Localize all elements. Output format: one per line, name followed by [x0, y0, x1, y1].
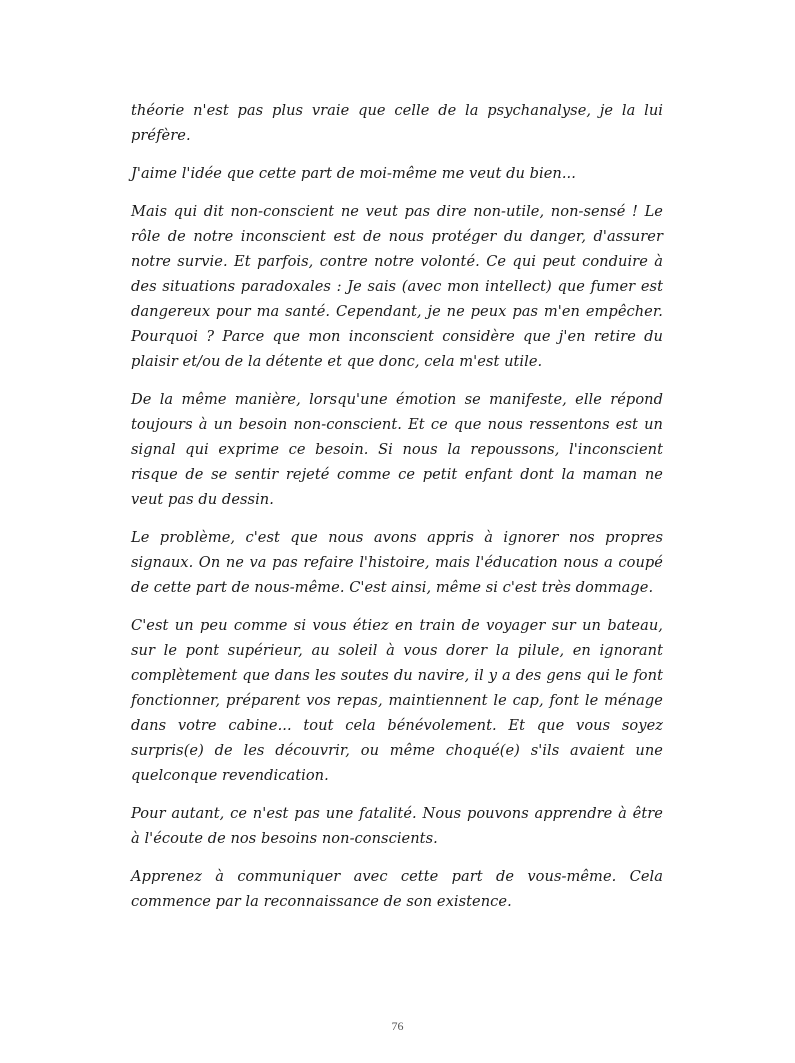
paragraph: Le problème, c'est que nous avons appris à ignorer nos propres signaux. On ne va pas refaire l'histoire, mais l'éducation nous a coupé de cette part de nous-même. C'est ainsi, même si c'est très dommage. [131, 529, 663, 596]
paragraph: J'aime l'idée que cette part de moi-même me veut du bien... [131, 165, 576, 182]
page-body [131, 98, 663, 927]
paragraph: Pour autant, ce n'est pas une fatalité. Nous pouvons apprendre à être à l'écoute de nos besoins non-conscients. [131, 805, 663, 847]
paragraph: Apprenez à communiquer avec cette part de vous-même. Cela commence par la reconnaissance de son existence. [131, 868, 663, 910]
paragraph: De la même manière, lorsqu'une émotion se manifeste, elle répond toujours à un besoin non-conscient. Et ce que nous ressentons est un signal qui exprime ce besoin. Si nous la repoussons, l'inconscient risque de se sentir rejeté comme ce petit enfant dont la maman ne veut pas du dessin. [131, 391, 663, 508]
paragraph: C'est un peu comme si vous étiez en train de voyager sur un bateau, sur le pont supérieur, au soleil à vous dorer la pilule, en ignorant complètement que dans les soutes du navire, il y a des gens qui le font fonctionner, préparent vos repas, maintiennent le cap, font le ménage dans votre cabine... tout cela bénévolement. Et que vous soyez surpris(e) de les découvrir, ou même choqué(e) s'ils avaient une quelconque revendication. [131, 617, 663, 784]
page-number: 76 [391, 1019, 404, 1033]
paragraph: théorie n'est pas plus vraie que celle de la psychanalyse, je la lui préfère. [131, 102, 663, 144]
paragraph: Mais qui dit non-conscient ne veut pas dire non-utile, non-sensé ! Le rôle de notre inconscient est de nous protéger du danger, d'assurer notre survie. Et parfois, contre notre volonté. Ce qui peut conduire à des situations paradoxales : Je sais (avec mon intellect) que fumer est dangereux pour ma santé. Cependant, je ne peux pas m'en empêcher. Pourquoi ? Parce que mon inconscient considère que j'en retire du plaisir et/ou de la détente et que donc, cela m'est utile. [131, 203, 663, 370]
